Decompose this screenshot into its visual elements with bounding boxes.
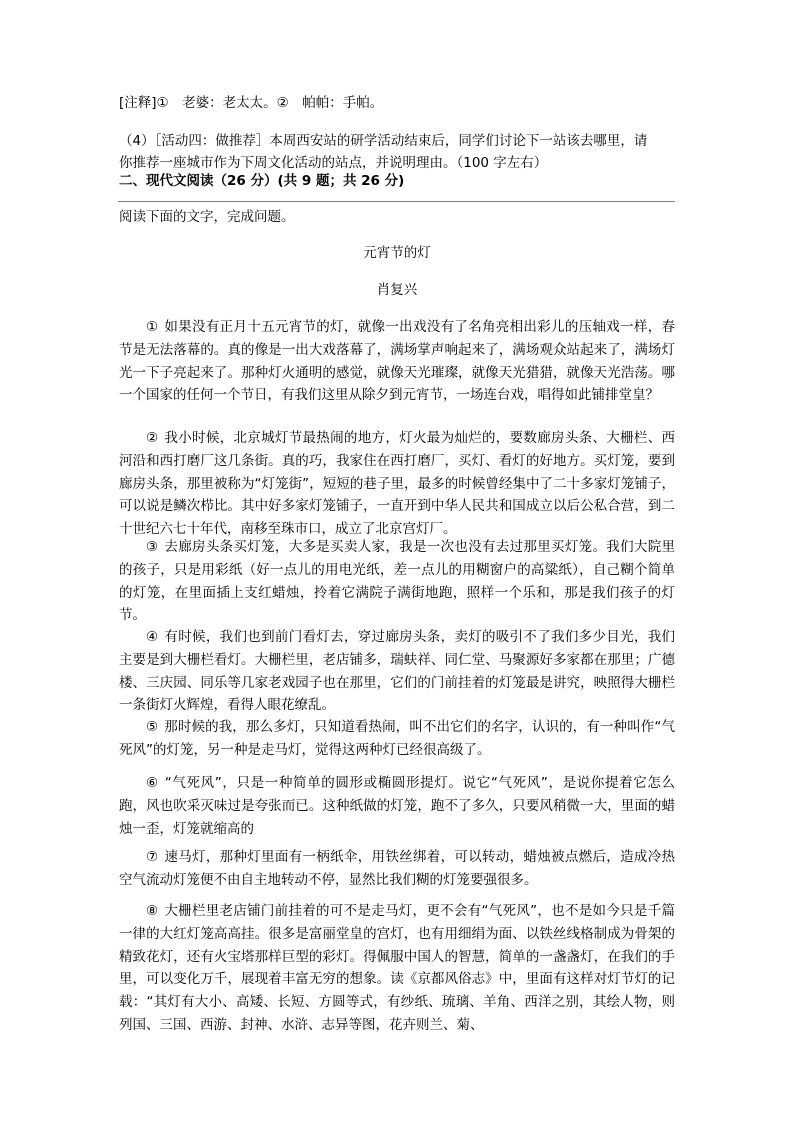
paragraph-number: ①: [146, 319, 159, 335]
annotation-note: [注释]① 老婆：老太太。② 帕帕：手帕。: [119, 95, 384, 111]
paragraph-5: [119, 716, 675, 762]
paragraph-number: ⑧: [146, 903, 159, 919]
activity4-question-line1: （4）［活动四：做推荐］本周西安站的研学活动结束后，同学们讨论下一站该去哪里，请: [119, 133, 648, 149]
paragraph-number: ⑤: [146, 719, 159, 735]
activity4-question-line2: 你推荐一座城市作为下周文化活动的站点，并说明理由。（100 字左右）: [119, 155, 548, 171]
section-divider: [118, 201, 675, 202]
article-title: 元宵节的灯: [363, 245, 431, 261]
reading-instruction: 阅读下面的文字，完成问题。: [119, 209, 295, 225]
paragraph-number: ②: [146, 430, 159, 446]
paragraph-2: [119, 427, 675, 541]
paragraph-8: [119, 900, 675, 1037]
paragraph-3: [119, 536, 675, 627]
paragraph-4: [119, 626, 675, 717]
paragraph-6: [119, 772, 675, 840]
paragraph-text: 我小时候，北京城灯节最热闹的地方，灯火最为灿烂的，要数廊房头条、大栅栏、西河沿和西打磨厂这几条街。真的巧，我家住在西打磨厂，买灯、看灯的好地方。买灯笼，要到廊房头条，那里被称为“灯笼街”，短短的巷子里，最多的时候曾经集中了二十多家灯笼铺子，可以说是鳞次栉比。其中好多家灯笼铺子，一直开到中华人民共和国成立以后公私合营，到二十世纪六七十年代，南移至珠市口，成立了北京宫灯厂。: [119, 430, 676, 538]
paragraph-1: [119, 316, 675, 407]
paragraph-text: 如果没有正月十五元宵节的灯，就像一出戏没有了名角亮相出彩儿的压轴戏一样，春节是无法落幕的。真的像是一出大戏落幕了，满场掌声响起来了，满场观众站起来了，满场灯光一下子亮起来了。那种灯火通明的感觉，就像天光璀璨，就像天光猎猎，就像天光浩荡。哪一个国家的任何一个节日，有我们这里从除夕到元宵节，一场连台戏，唱得如此铺排堂皇？: [119, 319, 676, 404]
paragraph-number: ⑥: [146, 775, 159, 791]
paragraph-text: 有时候，我们也到前门看灯去，穿过廊房头条，卖灯的吸引不了我们多少目光，我们主要是到大栅栏看灯。大栅栏里，老店铺多，瑞蚨祥、同仁堂、马聚源好多家都在那里；广德楼、三庆园、同乐等几家老戏园子也在那里，它们的门前挂着的灯笼最是讲究，映照得大栅栏一条街灯火辉煌，看得人眼花缭乱。: [119, 629, 676, 714]
section-heading: 二、现代文阅读（26 分）(共 9 题；共 26 分): [119, 173, 405, 189]
paragraph-text: “气死风”，只是一种简单的圆形或椭圆形提灯。说它“气死风”，是说你提着它怎么跑，风也吹采灭味过是夸张而已。这种纸做的灯笼，跑不了多久，只要风稍微一大，里面的蜡烛一歪，灯笼就缩高的: [119, 775, 675, 837]
paragraph-number: ④: [146, 629, 159, 645]
paragraph-7: [119, 846, 675, 892]
paragraph-text: 去廊房头条买灯笼，大多是买卖人家，我是一次也没有去过那里买灯笼。我们大院里的孩子，只是用彩纸（好一点儿的用电光纸，差一点儿的用糊窗户的高粱纸），自己糊个简单的灯笼，在里面插上支红蜡烛，拎着它满院子满街地跑，照样一个乐和，那是我们孩子的灯节。: [119, 539, 676, 624]
paragraph-number: ⑦: [146, 849, 159, 865]
article-author: 肖复兴: [376, 282, 418, 298]
paragraph-text: 速马灯，那种灯里面有一柄纸伞，用铁丝绑着，可以转动，蜡烛被点燃后，造成冷热空气流动灯笼便不由自主地转动不停，显然比我们糊的灯笼要强很多。: [119, 849, 676, 888]
paragraph-text: 大栅栏里老店铺门前挂着的可不是走马灯，更不会有“气死风”，也不是如今只是千篇一律的大红灯笼高高挂。很多是富丽堂皇的宫灯，也有用细绢为面、以铁丝线格制成为骨架的精致花灯，还有火宝塔那样巨型的彩灯。得佩服中国人的智慧，简单的一盏盏灯，在我们的手里，可以变化万千，展现着丰富无穷的想象。读《京都风俗志》中，里面有这样对灯节灯的记载：“其灯有大小、高矮、长短、方圆等式，有纱纸、琉璃、羊角、西洋之别，其绘人物，则列国、三国、西游、封神、水浒、志异等图，花卉则兰、菊、: [119, 903, 675, 1033]
paragraph-number: ③: [146, 539, 159, 555]
paragraph-text: 那时候的我，那么多灯，只知道看热闹，叫不出它们的名字，认识的，有一种叫作“气死风”的灯笼，另一种是走马灯，觉得这两种灯已经很高级了。: [119, 719, 675, 758]
